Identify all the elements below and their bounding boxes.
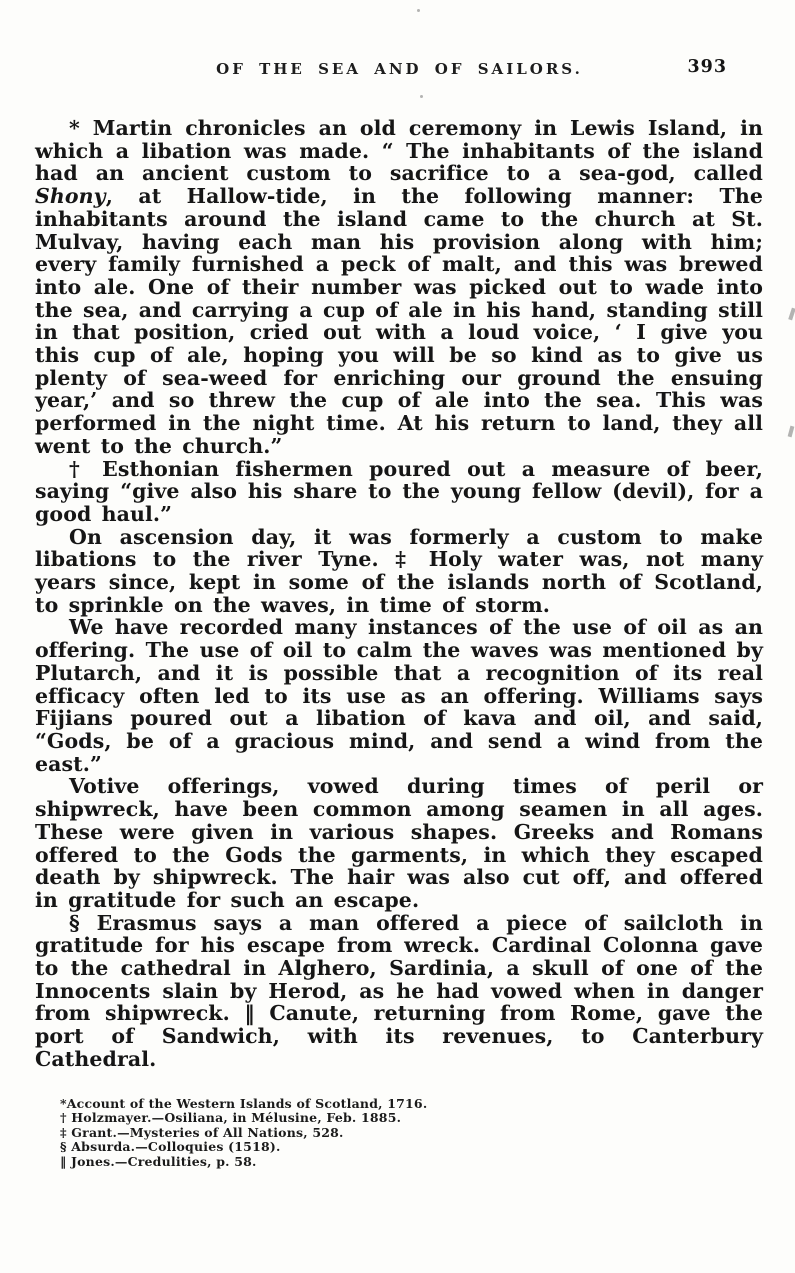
- scan-artifact: [420, 95, 423, 98]
- paragraph: [35, 775, 763, 911]
- page-number: 393: [687, 57, 727, 77]
- body-text: [35, 84, 763, 1071]
- footnote: ‡ Grant.—Mysteries of All Nations, 528.: [60, 1124, 344, 1140]
- text-run: § Erasmus says a man offered a piece of sailcloth in gratitude for his escape from wreck. Cardinal Colonna gave to the cathedral in Alghero, Sardinia, a skull of one of the Innocents slain by Herod, as he had vowed when in danger from shipwreck. ‖ Canute, returning from Rome, gave the port of Sandwich, with its revenues, to Canterbury Cathedral.: [35, 910, 763, 1071]
- text-run: , at Hallow-tide, in the following manner: The inhabitants around the island came to the church at St. Mulvay, having each man his provision along with him; every family furnished a peck of malt, and this was brewed into ale. One of their number was picked out to wade into the sea, and carrying a cup of ale in his hand, standing still in that position, cried out with a loud voice, ‘ I give you this cup of ale, hoping you will be so kind as to give us plenty of sea-weed for enriching our ground the ensuing year,’ and so threw the cup of ale into the sea. This was performed in the night time. At his return to land, they all went to the church.”: [35, 184, 763, 458]
- page-header: [36, 0, 763, 84]
- text-run: Votive offerings, vowed during times of peril or shipwreck, have been common among seamen in all ages. These were given in various shapes. Greeks and Romans offered to the Gods the garments, in which they escaped death by shipwreck. The hair was also cut off, and offered in gratitude for such an escape.: [35, 774, 763, 912]
- paragraph: [35, 458, 763, 526]
- paragraph: [35, 616, 763, 775]
- paragraph: [35, 912, 763, 1071]
- running-title: OF THE SEA AND OF SAILORS.: [216, 60, 583, 78]
- footnote: ‖ Jones.—Credulities, p. 58.: [60, 1153, 257, 1169]
- footnote: † Holzmayer.—Osiliana, in Mélusine, Feb. 1885.: [60, 1110, 402, 1126]
- paragraph: [35, 117, 763, 458]
- text-run: We have recorded many instances of the use of oil as an offering. The use of oil to calm the waves was mentioned by Plutarch, and it is possible that a recognition of its real efficacy often led to its use as an offering. Williams says Fijians poured out a libation of kava and oil, and said, “Gods, be of a gracious mind, and send a wind from the east.”: [35, 615, 763, 776]
- footnote: § Absurda.—Colloquies (1518).: [60, 1139, 281, 1155]
- text-run: Shony: [35, 184, 106, 209]
- footnote: *Account of the Western Islands of Scotland, 1716.: [60, 1095, 428, 1111]
- text-run: * Martin chronicles an old ceremony in Lewis Island, in which a libation was made. “ The inhabitants of the island had an ancient custom to sacrifice to a sea-god, called: [35, 116, 763, 186]
- footnotes: [60, 1097, 755, 1170]
- text-run: On ascension day, it was formerly a custom to make libations to the river Tyne. ‡ Holy water was, not many years since, kept in some of the islands north of Scotland, to sprinkle on the waves, in time of storm.: [35, 524, 763, 617]
- text-run: † Esthonian fishermen poured out a measure of beer, saying “give also his share to the young fellow (devil), for a good haul.”: [35, 456, 763, 526]
- paragraph: [35, 526, 763, 617]
- scan-artifact: [788, 308, 795, 321]
- scan-artifact: [788, 426, 795, 438]
